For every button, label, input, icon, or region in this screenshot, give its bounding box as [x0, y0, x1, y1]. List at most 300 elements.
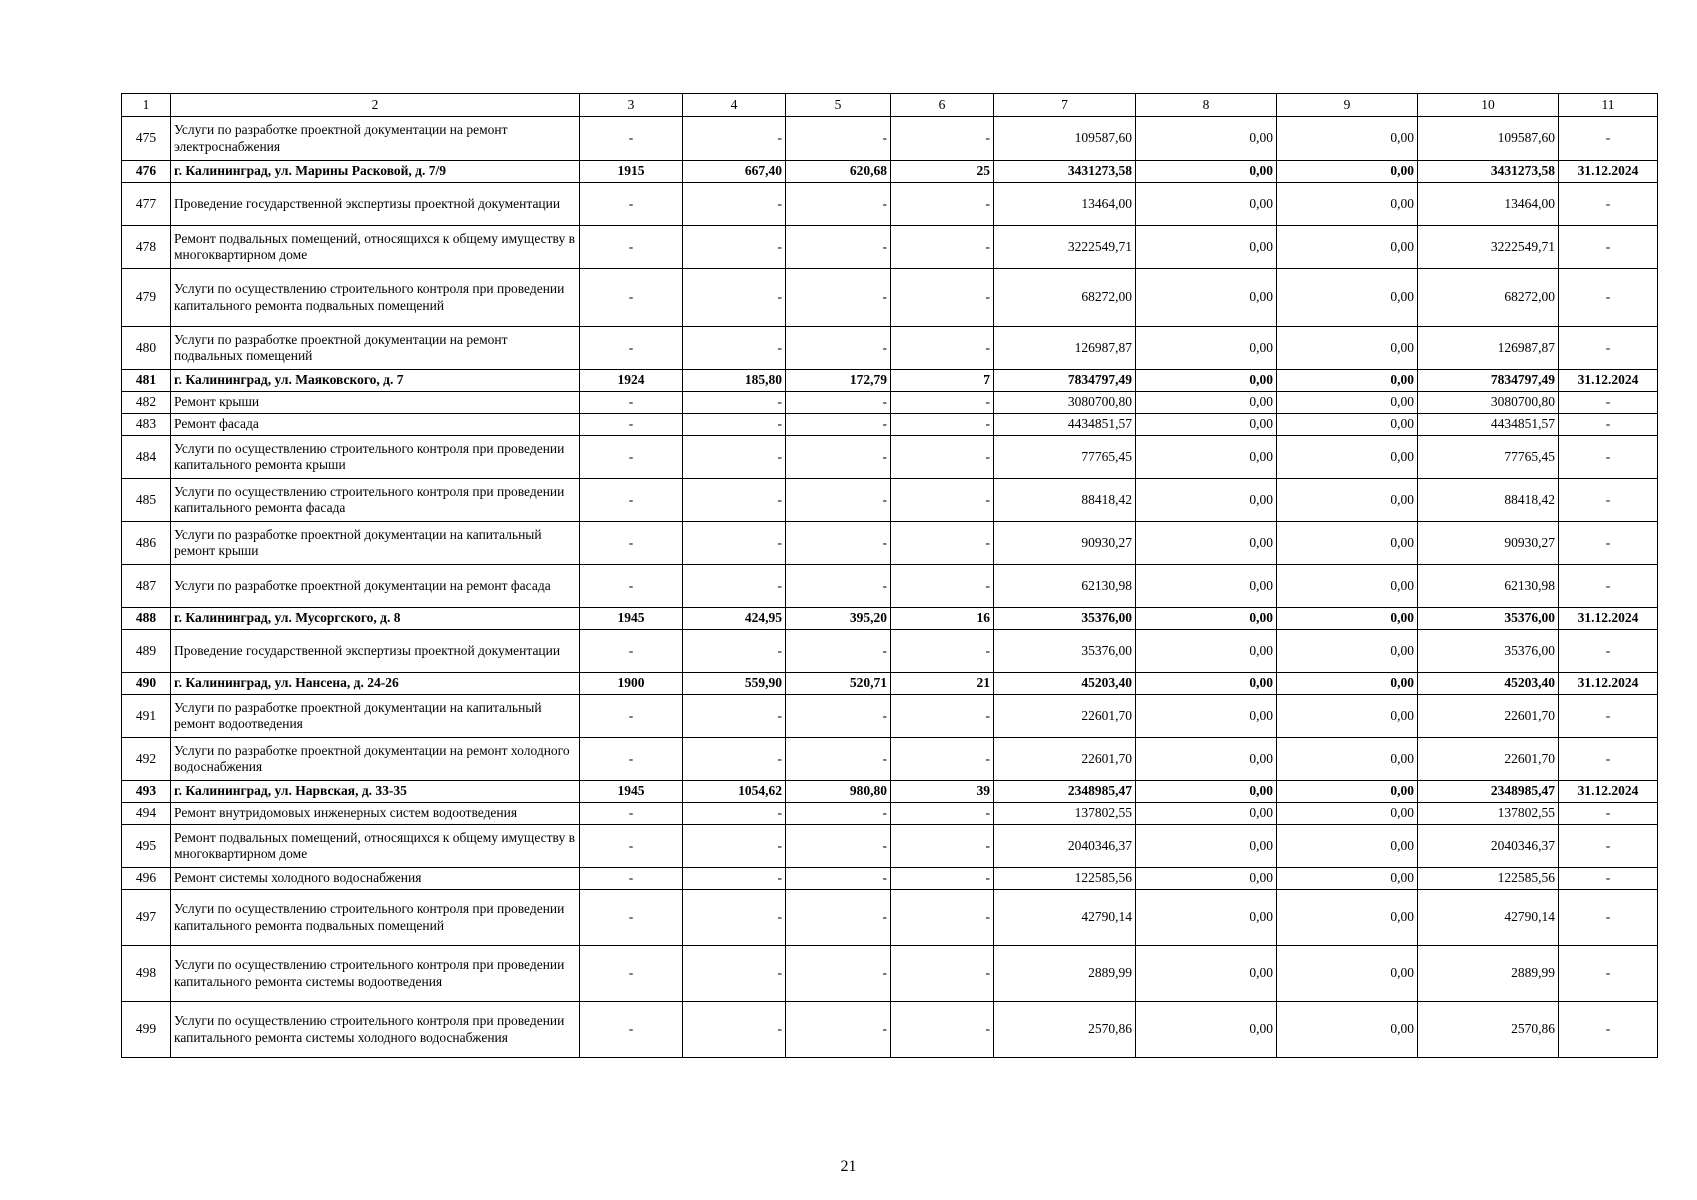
- work-item-row: [122, 414, 1658, 436]
- row-number: 482: [122, 392, 171, 414]
- address-row: [122, 161, 1658, 183]
- cost-total-cell: 62130,98: [994, 565, 1136, 608]
- area-living-cell: -: [786, 414, 891, 436]
- cost-total-cell: 2348985,47: [994, 781, 1136, 803]
- work-item-row: [122, 946, 1658, 1002]
- work-item-row: [122, 117, 1658, 161]
- cost-total-cell: 22601,70: [994, 738, 1136, 781]
- row-name: Услуги по осуществлению строительного контроля при проведении капитального ремонта фасада: [171, 479, 580, 522]
- area-total-cell: -: [683, 392, 786, 414]
- row-number: 489: [122, 630, 171, 673]
- cost-owners-cell: 2570,86: [1418, 1002, 1559, 1058]
- address-row: [122, 370, 1658, 392]
- work-item-row: [122, 479, 1658, 522]
- residents-cell: -: [891, 436, 994, 479]
- area-total-cell: -: [683, 825, 786, 868]
- cost-owners-cell: 13464,00: [1418, 183, 1559, 226]
- cost-budget-cell: 0,00: [1277, 738, 1418, 781]
- cost-owners-cell: 3222549,71: [1418, 226, 1559, 269]
- cost-budget-cell: 0,00: [1277, 630, 1418, 673]
- row-name: Услуги по разработке проектной документации на ремонт холодного водоснабжения: [171, 738, 580, 781]
- deadline-cell: -: [1559, 738, 1658, 781]
- row-name: г. Калининград, ул. Нансена, д. 24-26: [171, 673, 580, 695]
- work-item-row: [122, 868, 1658, 890]
- cost-fund-cell: 0,00: [1136, 825, 1277, 868]
- cost-fund-cell: 0,00: [1136, 161, 1277, 183]
- work-item-row: [122, 565, 1658, 608]
- cost-total-cell: 2889,99: [994, 946, 1136, 1002]
- year-cell: -: [580, 414, 683, 436]
- row-name: Услуги по осуществлению строительного контроля при проведении капитального ремонта крыши: [171, 436, 580, 479]
- cost-total-cell: 137802,55: [994, 803, 1136, 825]
- cost-owners-cell: 68272,00: [1418, 269, 1559, 327]
- cost-fund-cell: 0,00: [1136, 695, 1277, 738]
- cost-owners-cell: 35376,00: [1418, 630, 1559, 673]
- year-cell: -: [580, 1002, 683, 1058]
- cost-total-cell: 13464,00: [994, 183, 1136, 226]
- cost-budget-cell: 0,00: [1277, 946, 1418, 1002]
- row-name: Ремонт подвальных помещений, относящихся к общему имуществу в многоквартирном доме: [171, 226, 580, 269]
- cost-owners-cell: 3080700,80: [1418, 392, 1559, 414]
- cost-total-cell: 45203,40: [994, 673, 1136, 695]
- cost-fund-cell: 0,00: [1136, 868, 1277, 890]
- deadline-cell: -: [1559, 414, 1658, 436]
- cost-fund-cell: 0,00: [1136, 479, 1277, 522]
- table-header: [122, 94, 1658, 117]
- area-living-cell: -: [786, 1002, 891, 1058]
- year-cell: -: [580, 825, 683, 868]
- area-total-cell: 1054,62: [683, 781, 786, 803]
- work-item-row: [122, 226, 1658, 269]
- residents-cell: -: [891, 1002, 994, 1058]
- cost-budget-cell: 0,00: [1277, 183, 1418, 226]
- cost-total-cell: 7834797,49: [994, 370, 1136, 392]
- row-number: 481: [122, 370, 171, 392]
- area-total-cell: -: [683, 327, 786, 370]
- cost-fund-cell: 0,00: [1136, 1002, 1277, 1058]
- cost-budget-cell: 0,00: [1277, 327, 1418, 370]
- work-item-row: [122, 738, 1658, 781]
- cost-owners-cell: 2348985,47: [1418, 781, 1559, 803]
- cost-total-cell: 35376,00: [994, 608, 1136, 630]
- cost-fund-cell: 0,00: [1136, 117, 1277, 161]
- area-total-cell: 185,80: [683, 370, 786, 392]
- cost-fund-cell: 0,00: [1136, 226, 1277, 269]
- cost-fund-cell: 0,00: [1136, 673, 1277, 695]
- cost-budget-cell: 0,00: [1277, 269, 1418, 327]
- area-living-cell: -: [786, 183, 891, 226]
- cost-owners-cell: 2889,99: [1418, 946, 1559, 1002]
- year-cell: -: [580, 630, 683, 673]
- residents-cell: -: [891, 392, 994, 414]
- deadline-cell: -: [1559, 117, 1658, 161]
- year-cell: -: [580, 117, 683, 161]
- residents-cell: -: [891, 414, 994, 436]
- cost-total-cell: 2570,86: [994, 1002, 1136, 1058]
- address-row: [122, 608, 1658, 630]
- cost-budget-cell: 0,00: [1277, 868, 1418, 890]
- cost-owners-cell: 2040346,37: [1418, 825, 1559, 868]
- row-name: Услуги по осуществлению строительного контроля при проведении капитального ремонта системы холодного водоснабжения: [171, 1002, 580, 1058]
- cost-fund-cell: 0,00: [1136, 370, 1277, 392]
- residents-cell: 39: [891, 781, 994, 803]
- year-cell: 1900: [580, 673, 683, 695]
- residents-cell: -: [891, 117, 994, 161]
- area-living-cell: 620,68: [786, 161, 891, 183]
- residents-cell: -: [891, 269, 994, 327]
- work-item-row: [122, 436, 1658, 479]
- row-number: 484: [122, 436, 171, 479]
- work-item-row: [122, 825, 1658, 868]
- area-total-cell: -: [683, 479, 786, 522]
- year-cell: 1945: [580, 608, 683, 630]
- cost-total-cell: 3080700,80: [994, 392, 1136, 414]
- area-total-cell: -: [683, 868, 786, 890]
- year-cell: 1924: [580, 370, 683, 392]
- work-item-row: [122, 327, 1658, 370]
- area-total-cell: 424,95: [683, 608, 786, 630]
- residents-cell: -: [891, 803, 994, 825]
- row-number: 475: [122, 117, 171, 161]
- residents-cell: -: [891, 890, 994, 946]
- row-name: Проведение государственной экспертизы проектной документации: [171, 183, 580, 226]
- cost-fund-cell: 0,00: [1136, 565, 1277, 608]
- cost-budget-cell: 0,00: [1277, 673, 1418, 695]
- area-living-cell: -: [786, 436, 891, 479]
- row-number: 492: [122, 738, 171, 781]
- row-number: 483: [122, 414, 171, 436]
- row-number: 478: [122, 226, 171, 269]
- cost-owners-cell: 109587,60: [1418, 117, 1559, 161]
- row-name: Услуги по осуществлению строительного контроля при проведении капитального ремонта подвальных помещений: [171, 269, 580, 327]
- year-cell: -: [580, 868, 683, 890]
- deadline-cell: -: [1559, 327, 1658, 370]
- deadline-cell: -: [1559, 803, 1658, 825]
- work-item-row: [122, 1002, 1658, 1058]
- cost-fund-cell: 0,00: [1136, 327, 1277, 370]
- row-number: 488: [122, 608, 171, 630]
- cost-owners-cell: 126987,87: [1418, 327, 1559, 370]
- deadline-cell: -: [1559, 630, 1658, 673]
- cost-budget-cell: 0,00: [1277, 479, 1418, 522]
- cost-fund-cell: 0,00: [1136, 436, 1277, 479]
- deadline-cell: 31.12.2024: [1559, 370, 1658, 392]
- area-total-cell: -: [683, 269, 786, 327]
- residents-cell: -: [891, 327, 994, 370]
- cost-total-cell: 3222549,71: [994, 226, 1136, 269]
- area-living-cell: -: [786, 565, 891, 608]
- row-number: 490: [122, 673, 171, 695]
- area-total-cell: -: [683, 522, 786, 565]
- row-number: 493: [122, 781, 171, 803]
- area-total-cell: 559,90: [683, 673, 786, 695]
- area-total-cell: -: [683, 695, 786, 738]
- year-cell: -: [580, 269, 683, 327]
- address-row: [122, 673, 1658, 695]
- cost-budget-cell: 0,00: [1277, 890, 1418, 946]
- deadline-cell: -: [1559, 565, 1658, 608]
- residents-cell: -: [891, 565, 994, 608]
- cost-total-cell: 4434851,57: [994, 414, 1136, 436]
- cost-budget-cell: 0,00: [1277, 414, 1418, 436]
- area-total-cell: -: [683, 946, 786, 1002]
- work-item-row: [122, 269, 1658, 327]
- residents-cell: 21: [891, 673, 994, 695]
- area-living-cell: -: [786, 803, 891, 825]
- area-total-cell: -: [683, 436, 786, 479]
- area-total-cell: -: [683, 414, 786, 436]
- area-living-cell: -: [786, 868, 891, 890]
- residents-cell: -: [891, 522, 994, 565]
- residents-cell: -: [891, 868, 994, 890]
- residents-cell: -: [891, 695, 994, 738]
- area-total-cell: -: [683, 1002, 786, 1058]
- cost-budget-cell: 0,00: [1277, 695, 1418, 738]
- row-name: Услуги по разработке проектной документации на ремонт электроснабжения: [171, 117, 580, 161]
- area-total-cell: 667,40: [683, 161, 786, 183]
- deadline-cell: 31.12.2024: [1559, 673, 1658, 695]
- row-name: г. Калининград, ул. Марины Расковой, д. 7/9: [171, 161, 580, 183]
- row-number: 485: [122, 479, 171, 522]
- area-living-cell: -: [786, 226, 891, 269]
- cost-owners-cell: 7834797,49: [1418, 370, 1559, 392]
- deadline-cell: -: [1559, 890, 1658, 946]
- cost-total-cell: 22601,70: [994, 695, 1136, 738]
- header-row: [122, 94, 1658, 117]
- row-name: Проведение государственной экспертизы проектной документации: [171, 630, 580, 673]
- row-number: 498: [122, 946, 171, 1002]
- row-name: Услуги по разработке проектной документации на капитальный ремонт крыши: [171, 522, 580, 565]
- year-cell: -: [580, 436, 683, 479]
- column-header-2: 2: [171, 94, 580, 117]
- cost-budget-cell: 0,00: [1277, 565, 1418, 608]
- year-cell: -: [580, 890, 683, 946]
- deadline-cell: -: [1559, 392, 1658, 414]
- column-header-5: 5: [786, 94, 891, 117]
- year-cell: -: [580, 565, 683, 608]
- residents-cell: 7: [891, 370, 994, 392]
- cost-budget-cell: 0,00: [1277, 781, 1418, 803]
- column-header-8: 8: [1136, 94, 1277, 117]
- cost-fund-cell: 0,00: [1136, 890, 1277, 946]
- cost-owners-cell: 88418,42: [1418, 479, 1559, 522]
- work-item-row: [122, 803, 1658, 825]
- cost-budget-cell: 0,00: [1277, 117, 1418, 161]
- row-name: г. Калининград, ул. Маяковского, д. 7: [171, 370, 580, 392]
- area-total-cell: -: [683, 803, 786, 825]
- cost-owners-cell: 22601,70: [1418, 738, 1559, 781]
- row-name: Услуги по осуществлению строительного контроля при проведении капитального ремонта подвальных помещений: [171, 890, 580, 946]
- area-living-cell: 980,80: [786, 781, 891, 803]
- area-living-cell: 520,71: [786, 673, 891, 695]
- residents-cell: -: [891, 183, 994, 226]
- area-living-cell: 395,20: [786, 608, 891, 630]
- residents-cell: -: [891, 226, 994, 269]
- cost-total-cell: 42790,14: [994, 890, 1136, 946]
- cost-budget-cell: 0,00: [1277, 226, 1418, 269]
- row-name: Услуги по разработке проектной документации на ремонт подвальных помещений: [171, 327, 580, 370]
- deadline-cell: -: [1559, 226, 1658, 269]
- cost-owners-cell: 62130,98: [1418, 565, 1559, 608]
- cost-total-cell: 68272,00: [994, 269, 1136, 327]
- cost-fund-cell: 0,00: [1136, 608, 1277, 630]
- row-number: 477: [122, 183, 171, 226]
- cost-total-cell: 90930,27: [994, 522, 1136, 565]
- page-number: 21: [840, 1158, 857, 1175]
- residents-cell: -: [891, 738, 994, 781]
- row-name: Услуги по осуществлению строительного контроля при проведении капитального ремонта системы водоотведения: [171, 946, 580, 1002]
- address-row: [122, 781, 1658, 803]
- cost-total-cell: 35376,00: [994, 630, 1136, 673]
- area-living-cell: -: [786, 479, 891, 522]
- cost-fund-cell: 0,00: [1136, 738, 1277, 781]
- cost-owners-cell: 90930,27: [1418, 522, 1559, 565]
- column-header-11: 11: [1559, 94, 1658, 117]
- cost-budget-cell: 0,00: [1277, 825, 1418, 868]
- area-living-cell: -: [786, 522, 891, 565]
- year-cell: -: [580, 327, 683, 370]
- cost-owners-cell: 45203,40: [1418, 673, 1559, 695]
- row-name: Услуги по разработке проектной документации на ремонт фасада: [171, 565, 580, 608]
- deadline-cell: -: [1559, 183, 1658, 226]
- row-name: г. Калининград, ул. Мусоргского, д. 8: [171, 608, 580, 630]
- year-cell: -: [580, 738, 683, 781]
- cost-owners-cell: 35376,00: [1418, 608, 1559, 630]
- area-living-cell: -: [786, 327, 891, 370]
- column-header-6: 6: [891, 94, 994, 117]
- cost-owners-cell: 122585,56: [1418, 868, 1559, 890]
- cost-total-cell: 109587,60: [994, 117, 1136, 161]
- deadline-cell: 31.12.2024: [1559, 781, 1658, 803]
- column-header-7: 7: [994, 94, 1136, 117]
- cost-fund-cell: 0,00: [1136, 803, 1277, 825]
- year-cell: -: [580, 479, 683, 522]
- cost-total-cell: 2040346,37: [994, 825, 1136, 868]
- deadline-cell: -: [1559, 695, 1658, 738]
- area-living-cell: -: [786, 269, 891, 327]
- area-total-cell: -: [683, 738, 786, 781]
- cost-fund-cell: 0,00: [1136, 392, 1277, 414]
- year-cell: -: [580, 522, 683, 565]
- cost-fund-cell: 0,00: [1136, 630, 1277, 673]
- area-living-cell: 172,79: [786, 370, 891, 392]
- column-header-4: 4: [683, 94, 786, 117]
- deadline-cell: 31.12.2024: [1559, 161, 1658, 183]
- year-cell: -: [580, 803, 683, 825]
- row-number: 487: [122, 565, 171, 608]
- work-item-row: [122, 392, 1658, 414]
- deadline-cell: -: [1559, 479, 1658, 522]
- cost-budget-cell: 0,00: [1277, 803, 1418, 825]
- row-number: 476: [122, 161, 171, 183]
- row-name: Ремонт крыши: [171, 392, 580, 414]
- cost-budget-cell: 0,00: [1277, 436, 1418, 479]
- cost-owners-cell: 3431273,58: [1418, 161, 1559, 183]
- year-cell: 1915: [580, 161, 683, 183]
- row-number: 495: [122, 825, 171, 868]
- cost-total-cell: 126987,87: [994, 327, 1136, 370]
- work-item-row: [122, 630, 1658, 673]
- year-cell: -: [580, 392, 683, 414]
- area-total-cell: -: [683, 630, 786, 673]
- row-number: 479: [122, 269, 171, 327]
- column-header-9: 9: [1277, 94, 1418, 117]
- year-cell: -: [580, 226, 683, 269]
- area-total-cell: -: [683, 183, 786, 226]
- cost-fund-cell: 0,00: [1136, 183, 1277, 226]
- column-header-10: 10: [1418, 94, 1559, 117]
- year-cell: -: [580, 946, 683, 1002]
- deadline-cell: 31.12.2024: [1559, 608, 1658, 630]
- row-name: Ремонт подвальных помещений, относящихся к общему имуществу в многоквартирном доме: [171, 825, 580, 868]
- cost-fund-cell: 0,00: [1136, 269, 1277, 327]
- residents-cell: -: [891, 479, 994, 522]
- cost-budget-cell: 0,00: [1277, 370, 1418, 392]
- row-number: 480: [122, 327, 171, 370]
- cost-fund-cell: 0,00: [1136, 414, 1277, 436]
- cost-budget-cell: 0,00: [1277, 608, 1418, 630]
- cost-total-cell: 88418,42: [994, 479, 1136, 522]
- residents-cell: 25: [891, 161, 994, 183]
- area-living-cell: -: [786, 946, 891, 1002]
- column-header-3: 3: [580, 94, 683, 117]
- cost-budget-cell: 0,00: [1277, 1002, 1418, 1058]
- row-number: 496: [122, 868, 171, 890]
- cost-total-cell: 3431273,58: [994, 161, 1136, 183]
- row-name: Ремонт фасада: [171, 414, 580, 436]
- cost-fund-cell: 0,00: [1136, 522, 1277, 565]
- data-table: [121, 93, 1658, 1058]
- cost-owners-cell: 4434851,57: [1418, 414, 1559, 436]
- row-number: 494: [122, 803, 171, 825]
- deadline-cell: -: [1559, 1002, 1658, 1058]
- table-body: [122, 117, 1658, 1058]
- deadline-cell: -: [1559, 522, 1658, 565]
- area-living-cell: -: [786, 392, 891, 414]
- residents-cell: -: [891, 825, 994, 868]
- area-total-cell: -: [683, 890, 786, 946]
- deadline-cell: -: [1559, 269, 1658, 327]
- work-item-row: [122, 890, 1658, 946]
- cost-owners-cell: 22601,70: [1418, 695, 1559, 738]
- cost-budget-cell: 0,00: [1277, 392, 1418, 414]
- residents-cell: -: [891, 946, 994, 1002]
- area-total-cell: -: [683, 117, 786, 161]
- year-cell: 1945: [580, 781, 683, 803]
- residents-cell: 16: [891, 608, 994, 630]
- area-living-cell: -: [786, 738, 891, 781]
- row-name: Ремонт внутридомовых инженерных систем водоотведения: [171, 803, 580, 825]
- deadline-cell: -: [1559, 946, 1658, 1002]
- cost-fund-cell: 0,00: [1136, 946, 1277, 1002]
- column-header-1: 1: [122, 94, 171, 117]
- year-cell: -: [580, 183, 683, 226]
- row-name: г. Калининград, ул. Нарвская, д. 33-35: [171, 781, 580, 803]
- area-living-cell: -: [786, 825, 891, 868]
- row-name: Услуги по разработке проектной документации на капитальный ремонт водоотведения: [171, 695, 580, 738]
- deadline-cell: -: [1559, 868, 1658, 890]
- cost-owners-cell: 77765,45: [1418, 436, 1559, 479]
- row-number: 499: [122, 1002, 171, 1058]
- row-name: Ремонт системы холодного водоснабжения: [171, 868, 580, 890]
- row-number: 491: [122, 695, 171, 738]
- cost-budget-cell: 0,00: [1277, 522, 1418, 565]
- work-item-row: [122, 183, 1658, 226]
- cost-fund-cell: 0,00: [1136, 781, 1277, 803]
- cost-owners-cell: 137802,55: [1418, 803, 1559, 825]
- year-cell: -: [580, 695, 683, 738]
- area-total-cell: -: [683, 226, 786, 269]
